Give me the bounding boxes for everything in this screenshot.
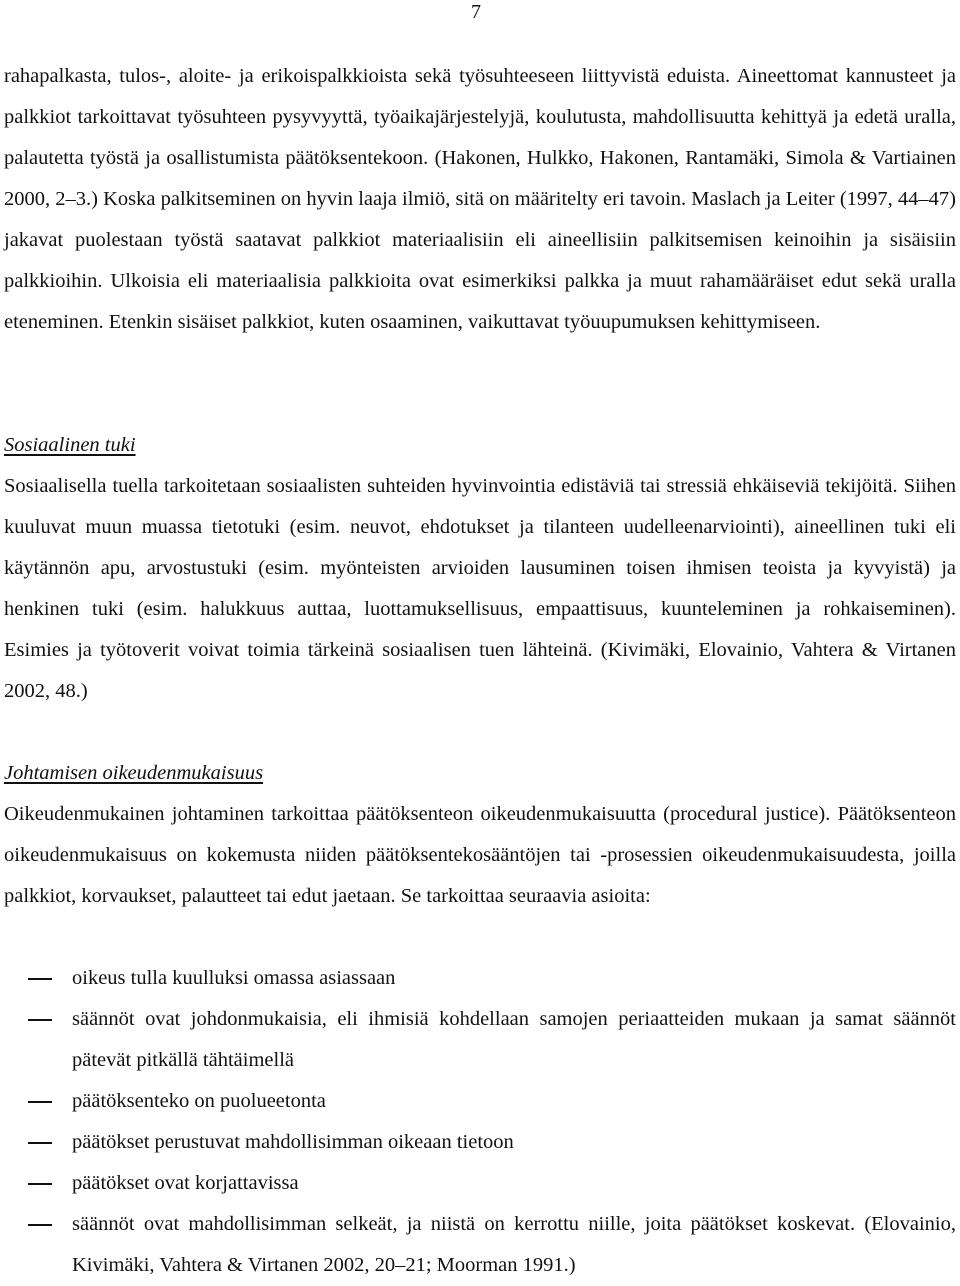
list-item — [0, 1204, 956, 1286]
page-number: 7 — [471, 1, 481, 23]
dash-bullet-icon — [28, 1142, 52, 1144]
paragraph-text: rahapalkasta, tulos-, aloite- ja erikoispalkkioista sekä työsuhteeseen liittyvistä eduista. Aineettomat kannusteet ja palkkiot tarkoittavat työsuhteen pysyvyyttä, työaikajärjestelyjä, koulutusta, mahdollisuutta kehittyä ja edetä uralla, palautetta työstä ja osallistumista päätöksentekoon. (Hakonen, Hulkko, Hakonen, Rantamäki, Simola & Vartiainen 2000, 2–3.) Koska palkitseminen on hyvin laaja ilmiö, sitä on määritelty eri tavoin. Maslach ja Leiter (1997, 44–47) jakavat puolestaan työstä saatavat palkkiot materiaalisiin eli aineellisiin palkitsemisen keinoihin ja sisäisiin palkkioihin. Ulkoisia eli materiaalisia palkkioita ovat esimerkiksi palkka ja muut rahamääräiset edut sekä uralla eteneminen. Etenkin sisäiset palkkiot, kuten osaaminen, vaikuttavat työuupumuksen kehittymiseen. — [4, 65, 956, 333]
dash-bullet-icon — [28, 1224, 52, 1226]
list-item — [0, 1122, 956, 1163]
list-item-text: säännöt ovat mahdollisimman selkeät, ja niistä on kerrottu niille, joita päätökset koskevat. (Elovainio, Kivimäki, Vahtera & Virtanen 2002, 20–21; Moorman 1991.) — [72, 1213, 956, 1276]
dash-bullet-icon — [28, 1183, 52, 1185]
justice-criteria-list — [0, 958, 956, 1286]
paragraph-text: Sosiaalisella tuella tarkoitetaan sosiaalisten suhteiden hyvinvointia edistäviä tai stressiä ehkäiseviä tekijöitä. Siihen kuuluvat muun muassa tietotuki (esim. neuvot, ehdotukset ja tilanteen uudelleenarviointi), aineellinen tuki eli käytännön apu, arvostustuki (esim. myönteisten arvioiden lausuminen toisen ihmisen teoista ja kyvyistä) ja henkinen tuki (esim. halukkuus auttaa, luottamuksellisuus, empaattisuus, kuunteleminen ja rohkaiseminen). Esimies ja työtoverit voivat toimia tärkeinä sosiaalisen tuen lähteinä. (Kivimäki, Elovainio, Vahtera & Virtanen 2002, 48.) — [4, 475, 956, 702]
list-item — [0, 958, 956, 999]
list-item-text: päätökset ovat korjattavissa — [72, 1172, 299, 1194]
dash-bullet-icon — [28, 1101, 52, 1103]
paragraph-rewards — [4, 56, 956, 343]
list-item — [0, 1081, 956, 1122]
paragraph-fair-leadership — [4, 794, 956, 917]
list-item-text: säännöt ovat johdonmukaisia, eli ihmisiä kohdellaan samojen periaatteiden mukaan ja samat säännöt pätevät pitkällä tähtäimellä — [72, 1008, 956, 1071]
list-item-text: päätökset perustuvat mahdollisimman oikeaan tietoon — [72, 1131, 514, 1153]
list-item-text: oikeus tulla kuulluksi omassa asiassaan — [72, 967, 396, 989]
paragraph-text: Oikeudenmukainen johtaminen tarkoittaa päätöksenteon oikeudenmukaisuutta (procedural justice). Päätöksenteon oikeudenmukaisuus on kokemusta niiden päätöksentekosääntöjen tai -prosessien oikeudenmukaisuudesta, joilla palkkiot, korvaukset, palautteet tai edut jaetaan. Se tarkoittaa seuraavia asioita: — [4, 803, 956, 907]
list-item — [0, 999, 956, 1081]
dash-bullet-icon — [28, 1019, 52, 1021]
list-item-text: päätöksenteko on puolueetonta — [72, 1090, 326, 1112]
section-heading-fair-leadership: Johtamisen oikeudenmukaisuus — [4, 762, 264, 784]
section-heading-social-support: Sosiaalinen tuki — [4, 434, 136, 456]
list-item — [0, 1163, 956, 1204]
dash-bullet-icon — [28, 978, 52, 980]
paragraph-social-support — [4, 466, 956, 712]
